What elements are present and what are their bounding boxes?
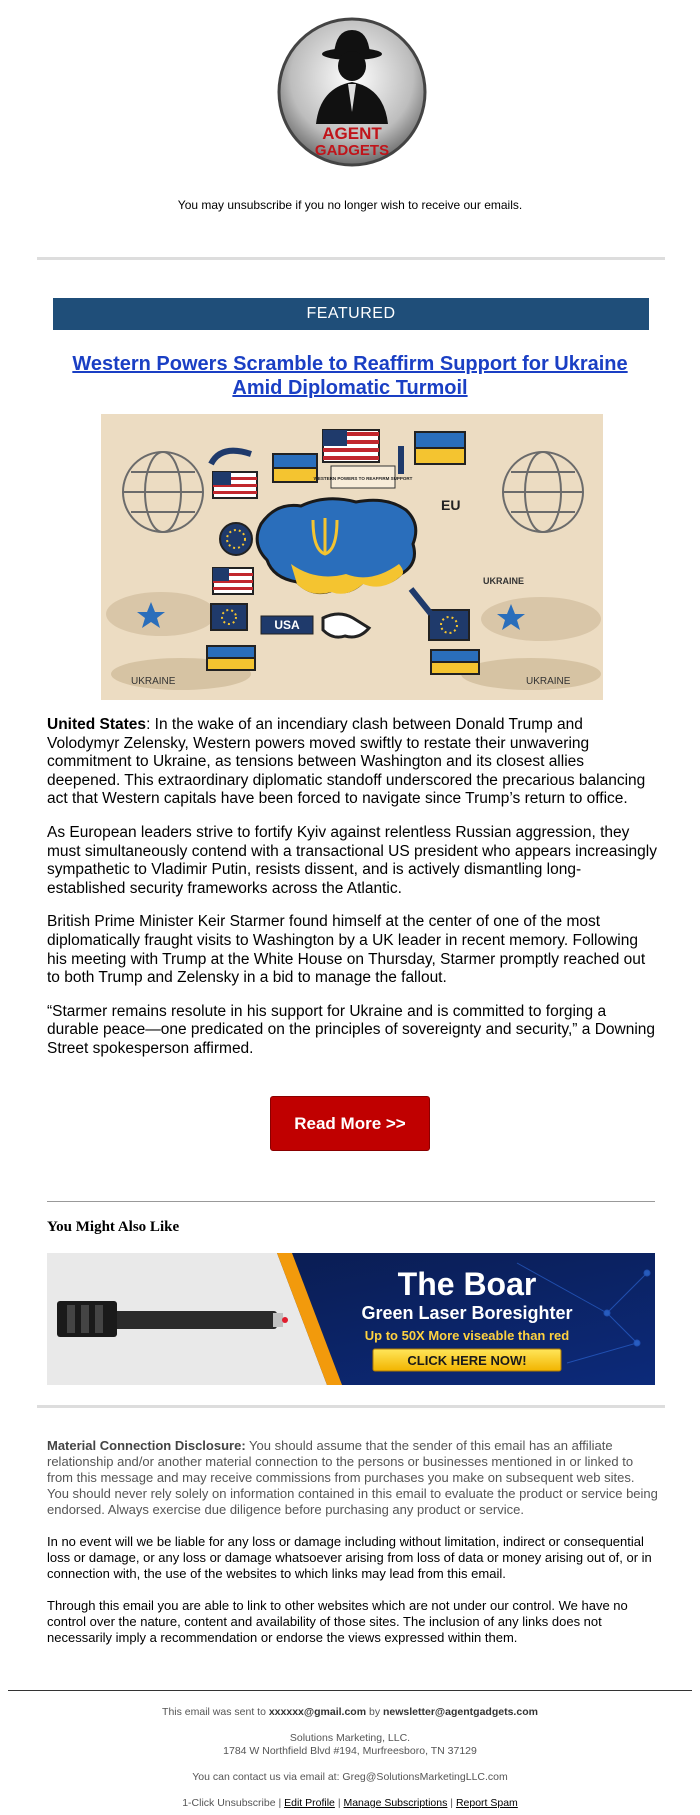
disclosure-paragraph: In no event will we be liable for any loss or damage including without limitation, indirect or consequential loss or damage, or any loss or damage whatsoever arising from loss of data or money arising out of, or in connection with, the use of the websites to which links may lead from this email. — [47, 1534, 652, 1581]
one-click-unsubscribe-link[interactable]: 1-Click Unsubscribe — [182, 1797, 276, 1809]
company-address: 1784 W Northfield Blvd #194, Murfreesboro, TN 37129 — [223, 1745, 477, 1757]
article-body — [47, 716, 659, 1074]
eu-flag-icon — [220, 523, 252, 555]
ad-cta-text: CLICK HERE NOW! — [407, 1353, 527, 1368]
ukraine-flag-icon — [431, 650, 479, 674]
ukraine-flag-icon — [415, 432, 465, 464]
article-headline-link[interactable]: Western Powers Scramble to Reaffirm Support for Ukraine Amid Diplomatic Turmoil — [72, 353, 628, 399]
disclosure-text: You should assume that the sender of this email has an affiliate relationship and/or another material connection to the persons or businesses mentioned in or linked to from this message and may receive commissions from purchases you make on subsequent web sites. You should never rely solely on information contained in this email to evaluate the product or service being endorsed. Always exercise due diligence before purchasing any product or service. — [47, 1438, 658, 1517]
ukraine-flag-icon — [207, 646, 255, 670]
disclosure-paragraph: Through this email you are able to link to other websites which are not under our control. We have no control over the nature, content and availability of those sites. The inclusion of any links does not necessarily imply a recommendation or endorse the views expressed within them. — [47, 1598, 628, 1645]
boar-boresighter-ad-banner[interactable] — [47, 1253, 655, 1385]
you-might-also-like-heading: You Might Also Like — [47, 1219, 180, 1235]
sent-prefix: This email was sent to — [162, 1706, 269, 1718]
us-flag-icon — [323, 430, 379, 462]
ad-subtitle: Green Laser Boresighter — [361, 1303, 573, 1323]
hero-eu-label: EU — [441, 497, 461, 513]
hero-ukraine-label-right: UKRAINE — [526, 676, 571, 687]
divider — [37, 257, 665, 260]
hero-usa-label: USA — [274, 618, 300, 632]
article-paragraph: As European leaders strive to fortify Kyiv against relentless Russian aggression, they must simultaneously contend with a transactional US president who appears increasingly sympathetic to Vladimir Putin, resists dissent, and is actively dismantling long-established security frameworks across the Atlantic. — [47, 823, 657, 897]
sent-by: by — [366, 1706, 383, 1718]
hero-ukraine-label-mid: UKRAINE — [483, 576, 525, 586]
eu-flag-icon — [429, 610, 469, 640]
disclosure-lead: Material Connection Disclosure: — [47, 1438, 246, 1453]
company-name: Solutions Marketing, LLC. — [289, 1732, 411, 1744]
article-paragraph: “Starmer remains resolute in his support for Ukraine and is committed to forging a durable peace—one predicated on the principles of sovereignty and security,” a Downing Street spokesperson affirmed. — [47, 1002, 656, 1057]
article-paragraph: British Prime Minister Keir Starmer found himself at the center of one of the most diplomatically fraught visits to Washington by a UK leader in recent memory. Following his meeting with Trump at the White House on Thursday, Starmer promptly reached out to both Trump and Zelensky in a bid to manage the fallout. — [47, 913, 646, 987]
divider — [47, 1201, 655, 1202]
us-flag-icon — [213, 568, 253, 594]
article-hero-image[interactable] — [101, 414, 603, 700]
disclosure-section — [47, 1438, 659, 1662]
unsubscribe-notice: You may unsubscribe if you no longer wish to receive our emails. — [177, 198, 523, 212]
featured-banner: FEATURED — [53, 298, 649, 330]
email-footer — [0, 1706, 700, 1810]
sent-to-line — [0, 1706, 700, 1719]
us-flag-icon — [213, 472, 257, 498]
logo-text-gadgets: GADGETS — [314, 142, 390, 159]
hero-banner-text: WESTERN POWERS TO REAFFIRM SUPPORT — [313, 476, 413, 481]
recipient-email: xxxxxx@gmail.com — [268, 1706, 367, 1718]
edit-profile-link[interactable]: Edit Profile — [284, 1797, 335, 1809]
read-more-button[interactable]: Read More >> — [270, 1096, 430, 1151]
hero-ukraine-label-left: UKRAINE — [131, 676, 176, 687]
sender-email: newsletter@agentgadgets.com — [383, 1706, 538, 1718]
manage-subscriptions-link[interactable]: Manage Subscriptions — [343, 1797, 448, 1809]
article-dateline: United States — [47, 716, 147, 733]
agent-gadgets-logo[interactable] — [276, 16, 428, 168]
contact-line: You can contact us via email at: Greg@SolutionsMarketingLLC.com — [192, 1771, 508, 1783]
article-paragraph-text: : In the wake of an incendiary clash between Donald Trump and Volodymyr Zelensky, Western powers moved swiftly to restate their unwavering commitment to Ukraine, as tensions between Washington and its closest allies deepened. This extraordinary diplomatic standoff underscored the precarious balancing act that Western capitals have been forced to navigate since Trump’s return to office. — [47, 716, 646, 808]
separator: | — [275, 1797, 285, 1809]
report-spam-link[interactable]: Report Spam — [455, 1797, 518, 1809]
separator: | — [334, 1797, 344, 1809]
logo-text-agent: AGENT — [322, 124, 382, 143]
read-more-container — [0, 1096, 700, 1151]
footer-links — [0, 1797, 700, 1810]
separator: | — [447, 1797, 456, 1809]
eu-flag-icon — [211, 604, 247, 630]
divider — [37, 1405, 665, 1408]
ad-tagline: Up to 50X More viseable than red — [364, 1328, 570, 1343]
disclosure-paragraph — [47, 1438, 659, 1518]
article-paragraph — [47, 716, 659, 809]
ukraine-flag-icon — [273, 454, 317, 482]
divider — [8, 1690, 692, 1691]
ad-title: The Boar — [397, 1266, 537, 1302]
